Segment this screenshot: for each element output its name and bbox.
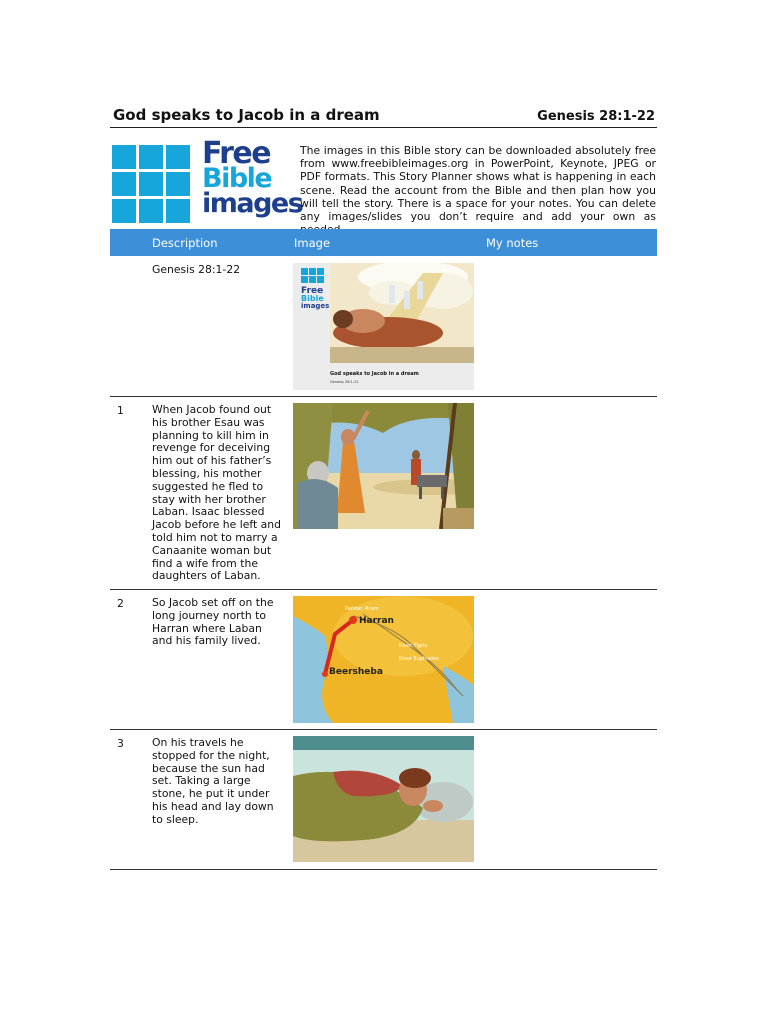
table-row (110, 397, 657, 589)
page-title: God speaks to Jacob in a dream (113, 106, 380, 124)
title-divider (110, 127, 657, 128)
row-description: Genesis 28:1-22 (152, 263, 241, 276)
row-number: 3 (117, 737, 124, 750)
logo-word-bible: Bible (202, 163, 272, 194)
logo-grid-icon (112, 145, 194, 222)
logo-wordmark (202, 136, 303, 219)
free-bible-images-logo (112, 136, 303, 227)
map-label-tigris: River Tigris (399, 643, 428, 649)
cover-logo-bible: Bible (301, 294, 324, 303)
table-row (110, 256, 657, 396)
cover-caption: God speaks to Jacob in a dream (330, 371, 419, 377)
scene-3-image (293, 736, 474, 862)
map-label-beersheba: Beersheba (329, 667, 383, 677)
cover-thumbnail (293, 263, 474, 390)
cover-subcaption: Genesis 28:1-22 (330, 380, 359, 384)
table-row (110, 590, 657, 729)
scripture-reference: Genesis 28:1-22 (537, 109, 655, 124)
intro-paragraph: The images in this Bible story can be downloaded absolutely free from www.freebibleimages.org in PowerPoint, Keynote, JPEG or PDF formats. This Story Planner shows what is happening in each scene. Read the account from the Bible and then plan how you will tell the story. There is a space for your notes. You can delete any images/slides you don’t require and add your own as (300, 144, 656, 224)
scene-2-illustration (293, 596, 474, 723)
column-header-description: Description (152, 236, 218, 250)
map-label-euphrates: River Euphrates (399, 656, 439, 662)
map-label-harran: Harran (359, 616, 394, 626)
cover-logo-free: Free (301, 286, 324, 296)
row-number: 1 (117, 404, 124, 417)
row-description: So Jacob set off on the long journey north to Harran where Laban and his family lived. (152, 596, 274, 648)
table-header (110, 229, 657, 256)
logo-word-images: images (202, 188, 303, 219)
row-number: 2 (117, 597, 124, 610)
logo-word-free: Free (202, 136, 271, 171)
column-header-image: Image (294, 236, 331, 250)
scene-1-illustration (293, 403, 474, 529)
scene-1-image (293, 403, 474, 529)
row-divider (110, 869, 657, 870)
scene-3-illustration (293, 736, 474, 862)
scene-2-map (293, 596, 474, 723)
map-label-paddan-aram: Paddan Aram (345, 606, 379, 612)
row-description: When Jacob found out his brother Esau was planning to kill him in revenge for deceiving him out of his father’s blessing, his mother suggested he fled to stay with her brother Laban. Isaac blessed Jacob before he left and told him not to marry a Canaanite woman but find a wife from the daughters of Laban. (152, 403, 281, 583)
cover-illustration (293, 263, 474, 390)
column-header-notes: My notes (486, 236, 539, 250)
cover-logo-images: images (301, 302, 330, 310)
row-description: On his travels he stopped for the night, because the sun had set. Taking a large stone, he put it under his head and lay down to sleep. (152, 736, 274, 826)
table-row (110, 730, 657, 869)
